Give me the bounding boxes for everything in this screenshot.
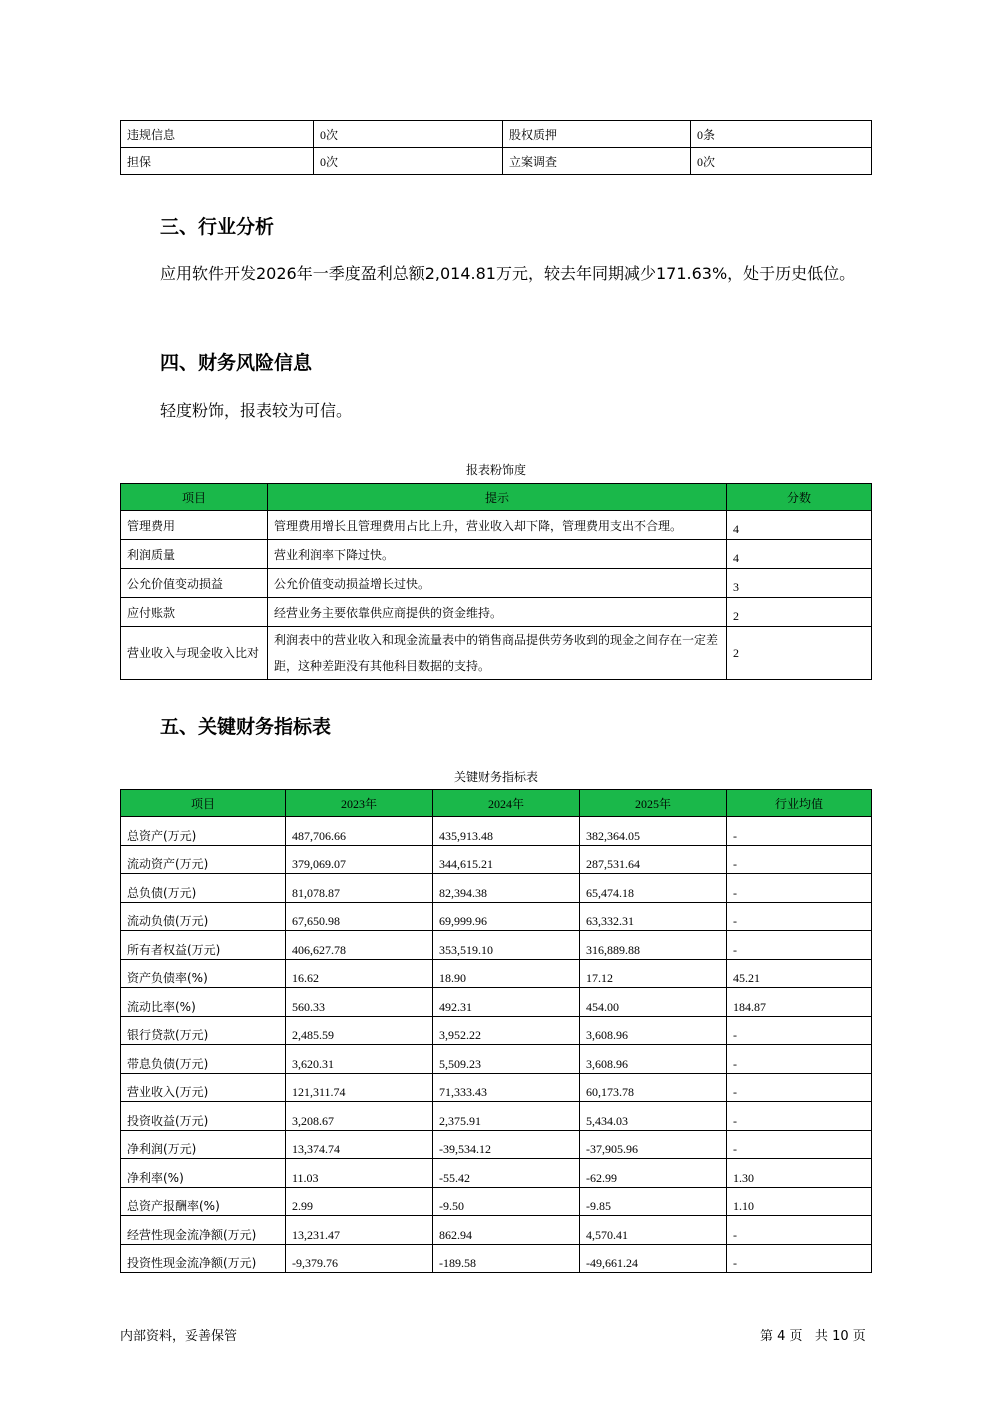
table-cell: - <box>727 1216 872 1245</box>
table-row <box>121 627 872 680</box>
table-cell: 违规信息 <box>121 121 314 148</box>
table-cell: 454.00 <box>580 988 727 1017</box>
table-cell: -189.58 <box>433 1244 580 1273</box>
table-cell: 5,509.23 <box>433 1045 580 1074</box>
table-cell: - <box>727 874 872 903</box>
table-cell: - <box>727 1073 872 1102</box>
table-cell: 82,394.38 <box>433 874 580 903</box>
table-cell: 投资收益(万元) <box>121 1102 286 1131</box>
table-cell: 总负债(万元) <box>121 874 286 903</box>
table-row <box>121 902 872 931</box>
table-cell: 净利率(%) <box>121 1159 286 1188</box>
table-cell: 287,531.64 <box>580 845 727 874</box>
table-row <box>121 1045 872 1074</box>
column-header: 2024年 <box>433 790 580 817</box>
table-cell: 营业收入与现金收入比对 <box>121 627 268 680</box>
table-cell: 4 <box>727 511 872 540</box>
table-cell: 487,706.66 <box>286 817 433 846</box>
table-row <box>121 121 872 148</box>
table-row <box>121 874 872 903</box>
table-cell: 382,364.05 <box>580 817 727 846</box>
table-cell: 862.94 <box>433 1216 580 1245</box>
column-header: 提示 <box>268 484 727 511</box>
table-caption: 关键财务指标表 <box>453 770 538 784</box>
table-cell: 316,889.88 <box>580 931 727 960</box>
section-heading: 五、关键财务指标表 <box>160 716 332 738</box>
table-cell: 71,333.43 <box>433 1073 580 1102</box>
table-row <box>121 1187 872 1216</box>
table-cell: 69,999.96 <box>433 902 580 931</box>
table-cell: 11.03 <box>286 1159 433 1188</box>
table-cell: 184.87 <box>727 988 872 1017</box>
table-cell: 2 <box>727 598 872 627</box>
table-cell: 0次 <box>314 121 503 148</box>
table-cell: 379,069.07 <box>286 845 433 874</box>
table-cell: 45.21 <box>727 959 872 988</box>
table-cell: 立案调查 <box>503 148 691 175</box>
table-cell: 16.62 <box>286 959 433 988</box>
table-cell: 营业利润率下降过快。 <box>268 540 727 569</box>
table-cell: 1.10 <box>727 1187 872 1216</box>
table-row <box>121 931 872 960</box>
table-row <box>121 1216 872 1245</box>
table-cell: 121,311.74 <box>286 1073 433 1102</box>
column-header: 项目 <box>121 484 268 511</box>
table-cell: 492.31 <box>433 988 580 1017</box>
table-row <box>121 598 872 627</box>
table-cell: 3,952.22 <box>433 1016 580 1045</box>
page-number: 第 4 页 共 10 页 <box>760 1329 866 1344</box>
table-cell: 4,570.41 <box>580 1216 727 1245</box>
table-cell: -39,534.12 <box>433 1130 580 1159</box>
table-cell: 总资产(万元) <box>121 817 286 846</box>
table-row <box>121 1102 872 1131</box>
table-cell: 3,608.96 <box>580 1016 727 1045</box>
table-cell: 应付账款 <box>121 598 268 627</box>
kpi-table <box>120 789 872 1273</box>
table-cell: 2,485.59 <box>286 1016 433 1045</box>
table-cell: 435,913.48 <box>433 817 580 846</box>
table-cell: 3,608.96 <box>580 1045 727 1074</box>
info-table-body <box>121 121 872 175</box>
table-cell: 总资产报酬率(%) <box>121 1187 286 1216</box>
table-row <box>121 569 872 598</box>
table-cell: 公允价值变动损益增长过快。 <box>268 569 727 598</box>
table-cell: -55.42 <box>433 1159 580 1188</box>
table-row <box>121 1159 872 1188</box>
table-cell: -37,905.96 <box>580 1130 727 1159</box>
table-cell: 60,173.78 <box>580 1073 727 1102</box>
risk-table <box>120 483 872 680</box>
table-row <box>121 1073 872 1102</box>
table-row <box>121 817 872 846</box>
table-cell: 3 <box>727 569 872 598</box>
table-cell: 81,078.87 <box>286 874 433 903</box>
table-cell: 344,615.21 <box>433 845 580 874</box>
table-row <box>121 540 872 569</box>
table-cell: 净利润(万元) <box>121 1130 286 1159</box>
table-cell: 13,231.47 <box>286 1216 433 1245</box>
table-cell: 17.12 <box>580 959 727 988</box>
table-header-row <box>121 484 872 511</box>
column-header: 项目 <box>121 790 286 817</box>
table-cell: 353,519.10 <box>433 931 580 960</box>
table-cell: 2.99 <box>286 1187 433 1216</box>
table-row <box>121 988 872 1017</box>
table-cell: 63,332.31 <box>580 902 727 931</box>
table-cell: -62.99 <box>580 1159 727 1188</box>
table-cell: 2,375.91 <box>433 1102 580 1131</box>
column-header: 分数 <box>727 484 872 511</box>
table-row <box>121 148 872 175</box>
section-heading: 三、行业分析 <box>160 216 275 238</box>
table-caption: 报表粉饰度 <box>465 463 526 477</box>
table-cell: - <box>727 902 872 931</box>
table-cell: 利润表中的营业收入和现金流量表中的销售商品提供劳务收到的现金之间存在一定差距，这种差距没有其他科目数据的支持。 <box>268 627 727 680</box>
section-paragraph: 应用软件开发2026年一季度盈利总额2,014.81万元，较去年同期减少171.63%，处于历史低位。 <box>160 264 856 283</box>
table-row <box>121 1016 872 1045</box>
table-cell: 经营业务主要依靠供应商提供的资金维持。 <box>268 598 727 627</box>
table-cell: 营业收入(万元) <box>121 1073 286 1102</box>
table-cell: -9.85 <box>580 1187 727 1216</box>
table-header-row <box>121 790 872 817</box>
table-cell: 3,208.67 <box>286 1102 433 1131</box>
table-cell: 流动比率(%) <box>121 988 286 1017</box>
table-cell: 406,627.78 <box>286 931 433 960</box>
table-cell: - <box>727 817 872 846</box>
table-cell: 投资性现金流净额(万元) <box>121 1244 286 1273</box>
table-cell: 65,474.18 <box>580 874 727 903</box>
table-cell: 0次 <box>691 148 872 175</box>
column-header: 2025年 <box>580 790 727 817</box>
table-cell: 管理费用 <box>121 511 268 540</box>
table-cell: 3,620.31 <box>286 1045 433 1074</box>
table-cell: - <box>727 931 872 960</box>
table-cell: -49,661.24 <box>580 1244 727 1273</box>
table-cell: 所有者权益(万元) <box>121 931 286 960</box>
table-cell: 67,650.98 <box>286 902 433 931</box>
table-cell: 管理费用增长且管理费用占比上升，营业收入却下降，管理费用支出不合理。 <box>268 511 727 540</box>
table-cell: 560.33 <box>286 988 433 1017</box>
table-cell: 资产负债率(%) <box>121 959 286 988</box>
table-cell: - <box>727 1102 872 1131</box>
table-cell: -9.50 <box>433 1187 580 1216</box>
table-cell: - <box>727 845 872 874</box>
section-paragraph: 轻度粉饰，报表较为可信。 <box>160 401 353 420</box>
table-cell: - <box>727 1130 872 1159</box>
column-header: 2023年 <box>286 790 433 817</box>
table-row <box>121 1244 872 1273</box>
table-cell: 公允价值变动损益 <box>121 569 268 598</box>
table-cell: 经营性现金流净额(万元) <box>121 1216 286 1245</box>
table-cell: 0次 <box>314 148 503 175</box>
table-cell: 1.30 <box>727 1159 872 1188</box>
table-cell: - <box>727 1244 872 1273</box>
table-cell: 流动负债(万元) <box>121 902 286 931</box>
table-cell: 18.90 <box>433 959 580 988</box>
table-cell: 利润质量 <box>121 540 268 569</box>
table-cell: - <box>727 1016 872 1045</box>
section-heading: 四、财务风险信息 <box>160 352 313 374</box>
table-cell: 流动资产(万元) <box>121 845 286 874</box>
table-cell: 5,434.03 <box>580 1102 727 1131</box>
table-cell: 担保 <box>121 148 314 175</box>
table-cell: 0条 <box>691 121 872 148</box>
table-cell: 银行贷款(万元) <box>121 1016 286 1045</box>
table-row <box>121 845 872 874</box>
column-header: 行业均值 <box>727 790 872 817</box>
info-table <box>120 120 872 175</box>
kpi-table-body <box>121 817 872 1273</box>
table-row <box>121 511 872 540</box>
table-row <box>121 959 872 988</box>
table-cell: 2 <box>727 627 872 680</box>
table-cell: -9,379.76 <box>286 1244 433 1273</box>
table-cell: 13,374.74 <box>286 1130 433 1159</box>
table-cell: - <box>727 1045 872 1074</box>
footer-note: 内部资料，妥善保管 <box>120 1329 238 1344</box>
table-row <box>121 1130 872 1159</box>
table-cell: 4 <box>727 540 872 569</box>
table-cell: 股权质押 <box>503 121 691 148</box>
table-cell: 带息负债(万元) <box>121 1045 286 1074</box>
